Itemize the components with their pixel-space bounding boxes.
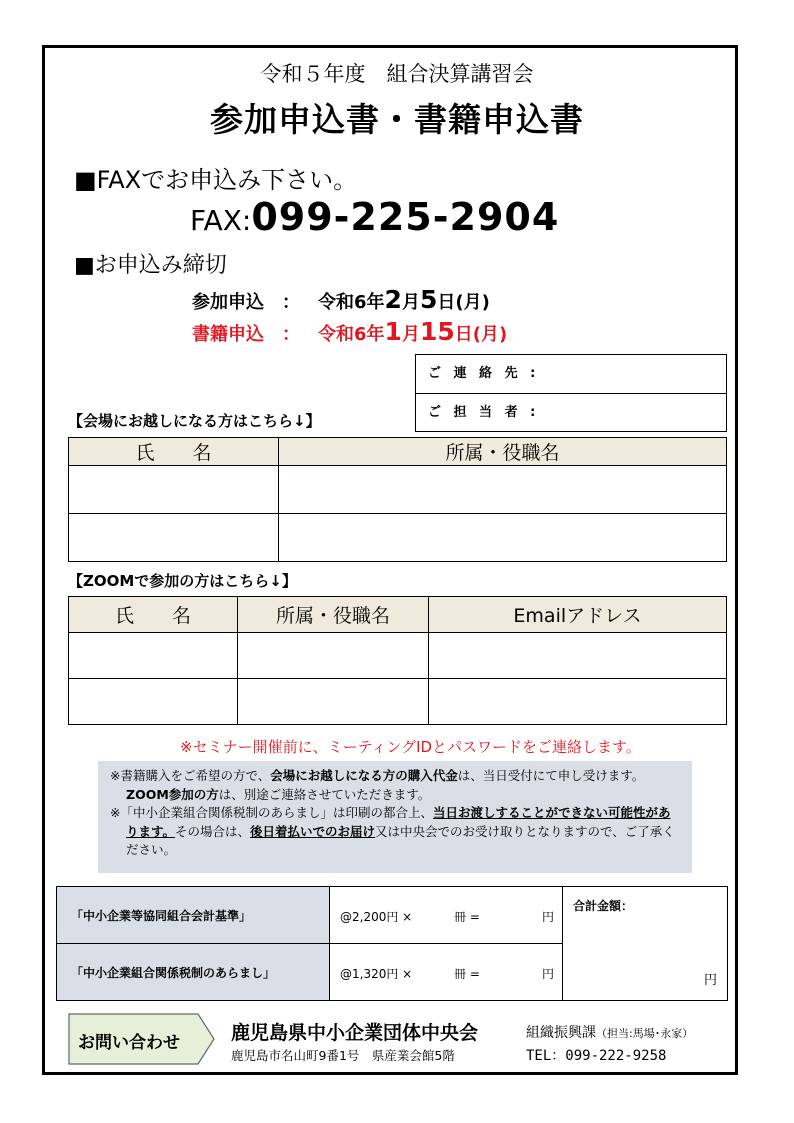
- book-price-cell[interactable]: [330, 944, 563, 1001]
- deadline-day-unit: 日(月): [454, 324, 508, 345]
- affiliation-cell[interactable]: [238, 679, 429, 725]
- column-header-affiliation: 所属・役職名: [279, 438, 727, 466]
- deadline-month-unit: 月: [401, 292, 420, 313]
- deadline-books-label: 書籍申込: [192, 324, 264, 345]
- name-cell[interactable]: [69, 633, 238, 679]
- deadline-month: 2: [384, 285, 402, 314]
- zoom-notice: ※セミナー開催前に、ミーティングIDとパスワードをご連絡します。: [180, 738, 641, 756]
- quantity-unit: 冊 =: [454, 967, 480, 981]
- deadline-sep: ：: [282, 292, 300, 313]
- name-cell[interactable]: [69, 514, 279, 562]
- unit-price: @2,200円 ×: [340, 910, 413, 924]
- notice-paragraph: ※書籍購入をご希望の方で、会場にお越しになる方の購入代金は、当日受付にて申し受けます。ZOOM参加の方は、別途ご連絡させていただきます。: [110, 768, 645, 802]
- book-order-table: [56, 886, 728, 1001]
- deadline-participation-label: 参加申込: [192, 292, 264, 313]
- column-header-name: 氏 名: [69, 597, 238, 633]
- telephone: TEL：099-222-9258: [526, 1048, 667, 1064]
- total-yen-unit: 円: [703, 973, 717, 988]
- venue-section-label: 【会場にお越しになる方はこちら↓】: [68, 412, 321, 430]
- address: 鹿児島市名山町9番1号 県産業会館5階: [231, 1048, 455, 1063]
- unit-price: @1,320円 ×: [340, 967, 413, 981]
- zoom-section-label: 【ZOOMで参加の方はこちら↓】: [68, 572, 297, 590]
- deadline-day: 15: [419, 317, 455, 346]
- column-header-name: 氏 名: [69, 438, 279, 466]
- deadline-sep: ：: [282, 324, 300, 345]
- venue-attendee-table: [68, 437, 727, 562]
- deadline-heading: ■お申込み締切: [74, 253, 227, 278]
- fax-heading: ■FAXでお申込み下さい。: [74, 166, 358, 194]
- department: 組織振興課（担当:馬場･永家）: [526, 1025, 694, 1041]
- notice-paragraph: ※「中小企業組合関係税制のあらまし」は印刷の都合上、当日お渡しすることができない可能性があります。その場合は、後日着払いでのお届け又は中央会でのお受け取りとなりますので、ご了承ください。: [110, 805, 675, 857]
- book-price-cell[interactable]: [330, 887, 563, 944]
- email-cell[interactable]: [429, 679, 727, 725]
- yen-unit: 円: [541, 967, 554, 981]
- fax-label: FAX:: [190, 204, 252, 237]
- contact-field[interactable]: ご 連 絡 先 :: [428, 366, 540, 381]
- inquiry-label: お問い合わせ: [78, 1033, 180, 1053]
- zoom-attendee-table: [68, 596, 727, 725]
- form-title: 参加申込書・書籍申込書: [210, 100, 584, 139]
- deadline-participation: [192, 285, 490, 314]
- event-subtitle: 令和５年度 組合決算講習会: [260, 62, 534, 86]
- contact-box: [415, 354, 727, 432]
- book-title: 「中小企業等協同組合会計基準」: [57, 887, 330, 944]
- fax-line: [190, 195, 559, 239]
- affiliation-cell[interactable]: [238, 633, 429, 679]
- book-title: 「中小企業組合関係税制のあらまし」: [57, 944, 330, 1001]
- yen-unit: 円: [541, 910, 554, 924]
- column-header-email: Emailアドレス: [429, 597, 727, 633]
- name-cell[interactable]: [69, 466, 279, 514]
- affiliation-cell[interactable]: [279, 466, 727, 514]
- name-cell[interactable]: [69, 679, 238, 725]
- deadline-day: 5: [419, 285, 438, 314]
- total-label: 合計金額：: [573, 899, 634, 913]
- affiliation-cell[interactable]: [279, 514, 727, 562]
- organization-name: 鹿児島県中小企業団体中央会: [231, 1022, 479, 1044]
- deadline-month-unit: 月: [401, 324, 420, 345]
- deadline-month: 1: [384, 317, 402, 346]
- deadline-day-unit: 日(月): [437, 292, 490, 313]
- column-header-affiliation: 所属・役職名: [238, 597, 429, 633]
- total-amount-cell[interactable]: [563, 887, 728, 1001]
- quantity-unit: 冊 =: [454, 910, 480, 924]
- deadline-era: 令和6年: [318, 292, 385, 313]
- email-cell[interactable]: [429, 633, 727, 679]
- deadline-books: [192, 317, 507, 346]
- fax-number: 099-225-2904: [251, 195, 560, 239]
- deadline-era: 令和6年: [318, 324, 385, 345]
- person-in-charge-field[interactable]: ご 担 当 者 :: [416, 393, 726, 431]
- book-purchase-notice: [98, 761, 692, 873]
